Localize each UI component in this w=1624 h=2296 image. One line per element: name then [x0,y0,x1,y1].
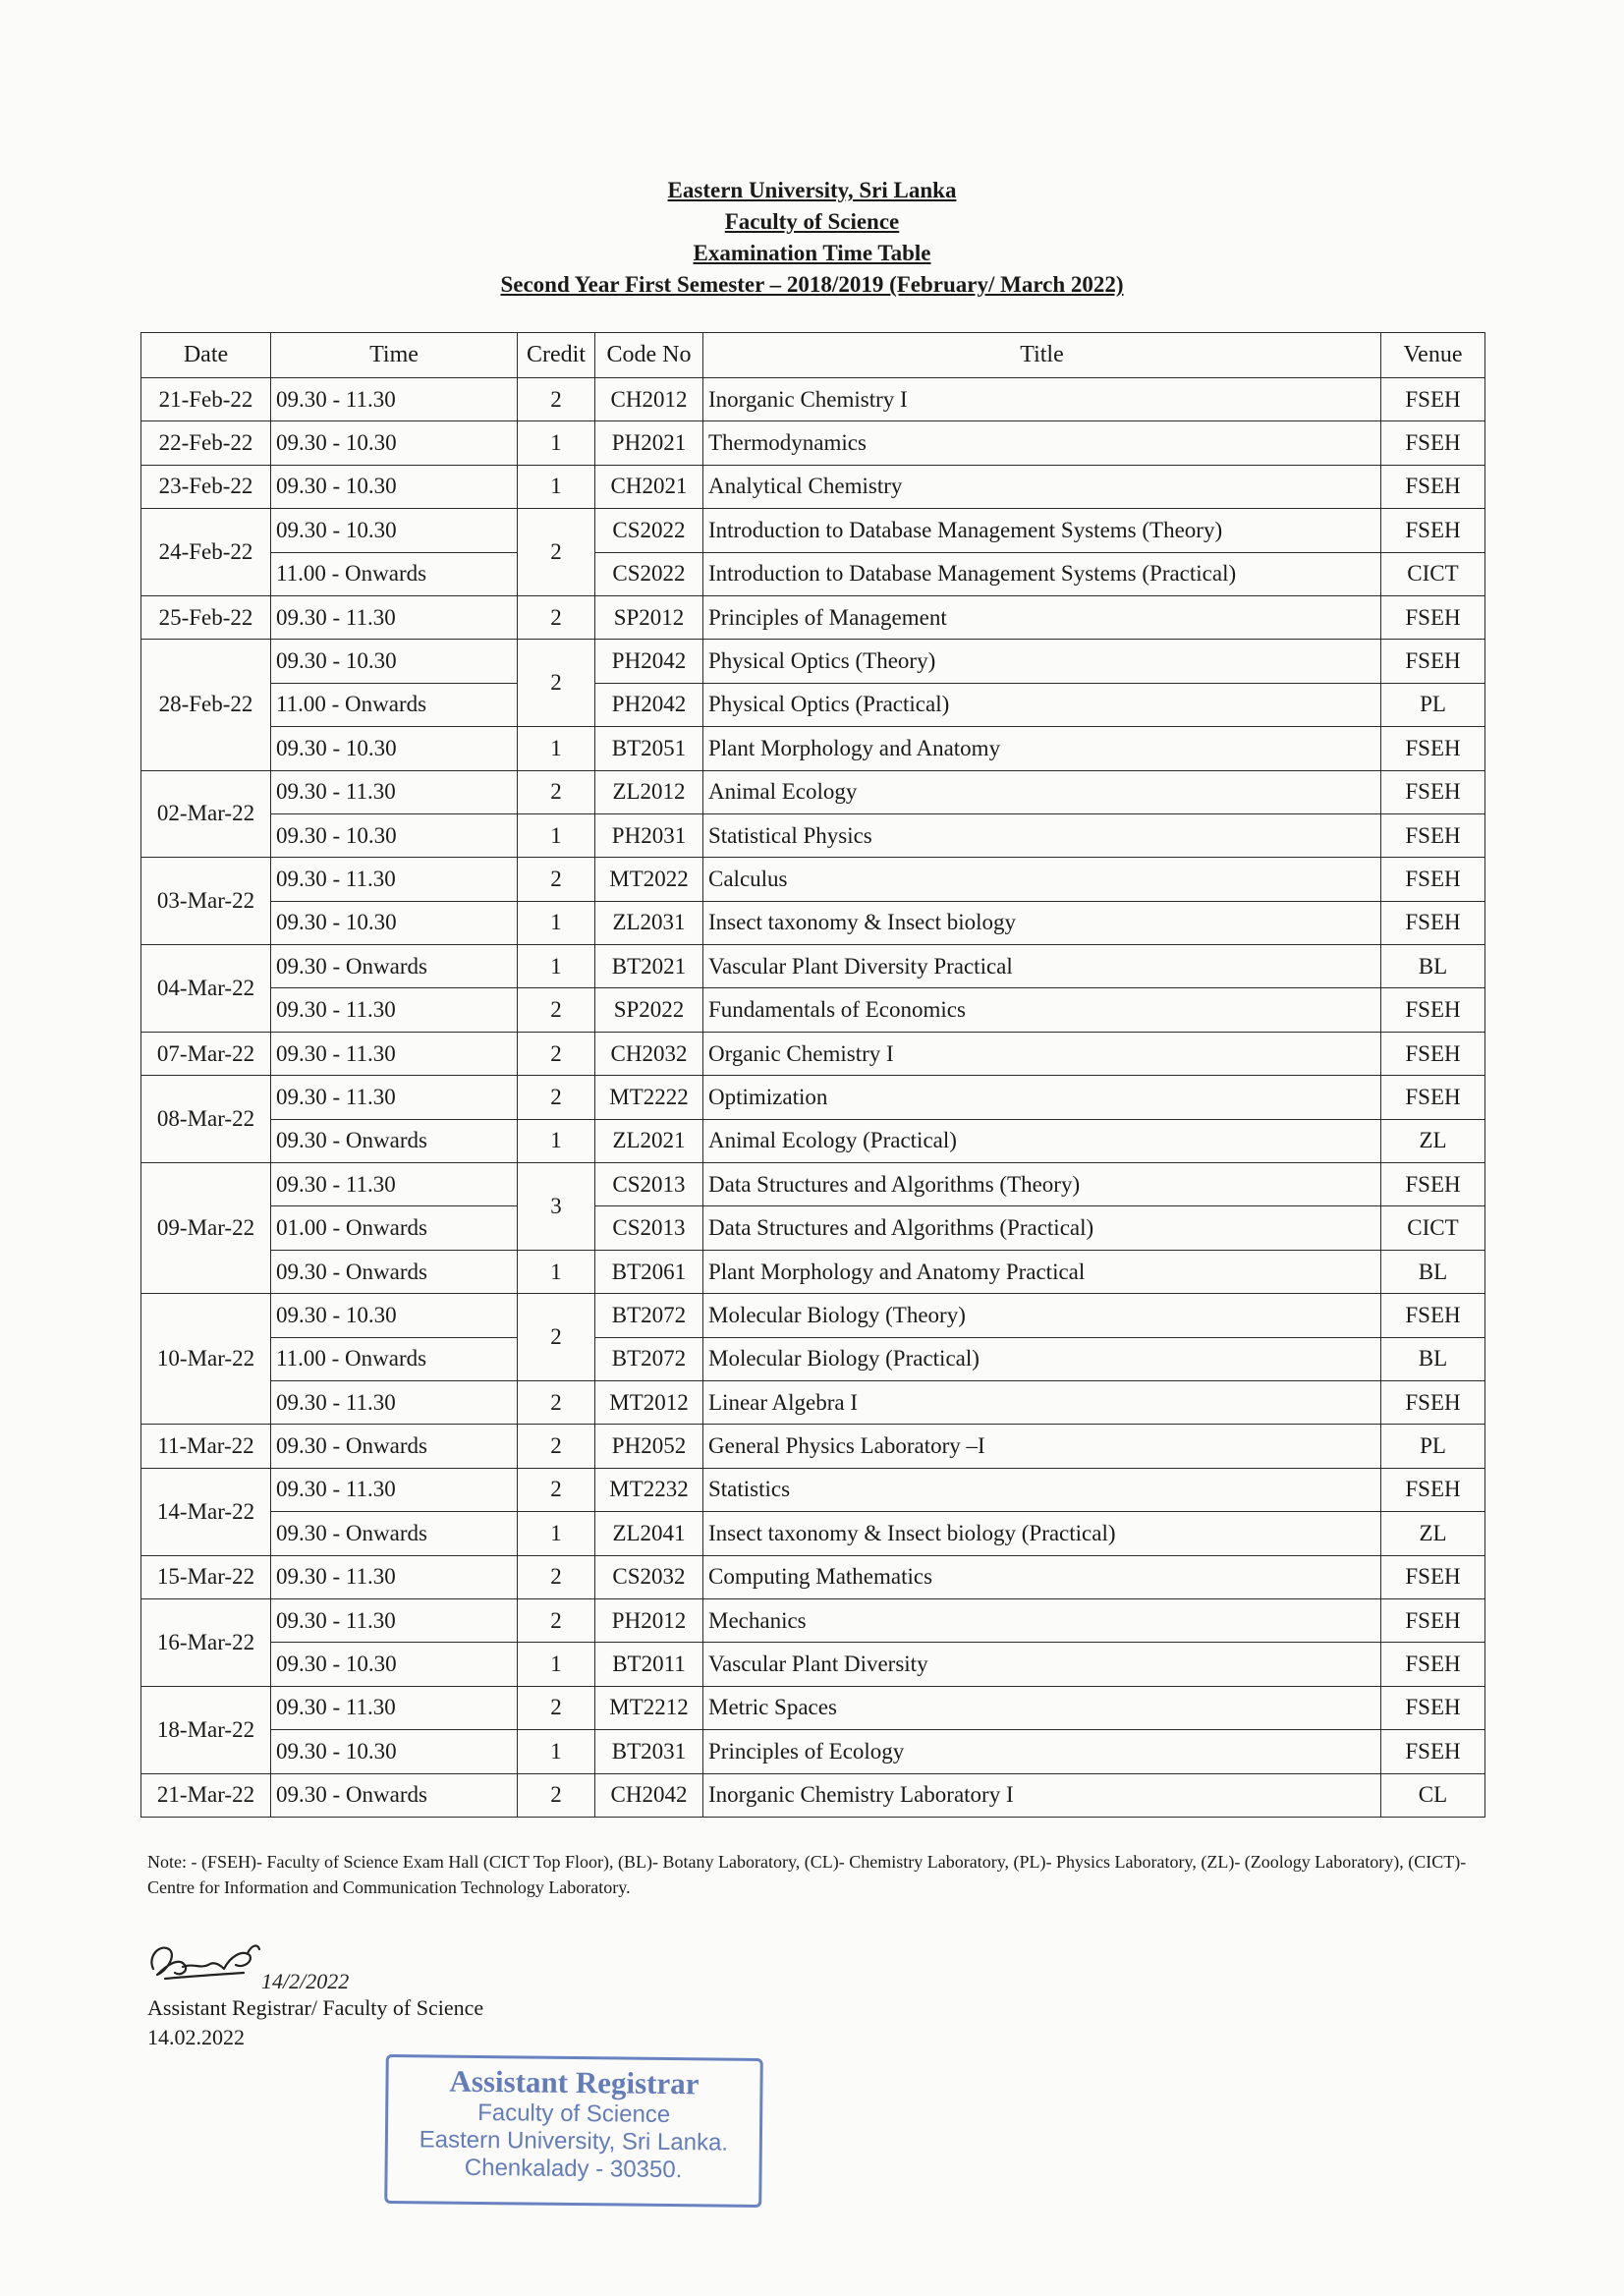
cell-code: MT2022 [595,858,703,901]
cell-venue: FSEH [1381,1686,1485,1729]
table-row [141,813,1485,857]
cell-venue: FSEH [1381,1468,1485,1511]
cell-title: Organic Chemistry I [703,1032,1381,1075]
cell-venue: FSEH [1381,1032,1485,1075]
cell-credit: 1 [518,727,595,770]
cell-date: 14-Mar-22 [141,1468,271,1555]
table-row [141,1686,1485,1729]
cell-venue: FSEH [1381,1643,1485,1686]
university-name: Eastern University, Sri Lanka [667,178,957,202]
cell-title: Computing Mathematics [703,1555,1381,1598]
table-row [141,1512,1485,1555]
cell-venue: FSEH [1381,465,1485,508]
cell-title: Principles of Management [703,595,1381,639]
cell-code: CH2012 [595,378,703,421]
cell-venue: FSEH [1381,378,1485,421]
cell-time: 09.30 - 11.30 [271,1555,518,1598]
cell-time: 09.30 - 11.30 [271,858,518,901]
table-row [141,1206,1485,1250]
cell-credit: 3 [518,1163,595,1251]
signature-date: 14.02.2022 [147,2025,245,2049]
exam-timetable [140,332,1485,1818]
cell-credit: 2 [518,1686,595,1729]
cell-code: BT2021 [595,945,703,988]
table-row [141,858,1485,901]
cell-credit: 2 [518,1032,595,1075]
cell-venue: FSEH [1381,1555,1485,1598]
table-row [141,640,1485,683]
cell-credit: 2 [518,1468,595,1511]
cell-code: SP2012 [595,595,703,639]
cell-credit: 1 [518,465,595,508]
cell-title: Plant Morphology and Anatomy [703,727,1381,770]
cell-code: BT2031 [595,1730,703,1773]
table-row [141,683,1485,726]
table-row [141,1425,1485,1468]
cell-venue: BL [1381,1250,1485,1293]
table-row [141,1380,1485,1424]
table-row [141,1468,1485,1511]
cell-title: Introduction to Database Management Systems (Practical) [703,552,1381,595]
cell-time: 09.30 - 10.30 [271,421,518,465]
cell-venue: FSEH [1381,509,1485,552]
table-row [141,1076,1485,1119]
cell-code: CS2013 [595,1206,703,1250]
cell-venue: FSEH [1381,1076,1485,1119]
cell-credit: 2 [518,509,595,596]
cell-title: Animal Ecology (Practical) [703,1119,1381,1162]
cell-code: PH2021 [595,421,703,465]
cell-time: 11.00 - Onwards [271,1337,518,1380]
cell-credit: 2 [518,988,595,1032]
cell-time: 09.30 - 10.30 [271,1294,518,1337]
cell-time: 09.30 - 11.30 [271,1380,518,1424]
cell-code: CH2042 [595,1773,703,1817]
cell-code: BT2011 [595,1643,703,1686]
cell-credit: 1 [518,945,595,988]
table-row [141,901,1485,944]
semester-line: Second Year First Semester – 2018/2019 (February/ March 2022) [500,272,1124,297]
document-header [0,175,1624,301]
table-row [141,465,1485,508]
cell-time: 09.30 - Onwards [271,1512,518,1555]
cell-title: Metric Spaces [703,1686,1381,1729]
cell-venue: CL [1381,1773,1485,1817]
cell-code: CS2032 [595,1555,703,1598]
cell-code: BT2072 [595,1337,703,1380]
cell-title: Thermodynamics [703,421,1381,465]
cell-credit: 1 [518,1730,595,1773]
cell-code: CH2021 [595,465,703,508]
cell-title: General Physics Laboratory –I [703,1425,1381,1468]
cell-title: Vascular Plant Diversity Practical [703,945,1381,988]
table-row [141,945,1485,988]
handwritten-signature [145,1935,371,1996]
cell-credit: 2 [518,1555,595,1598]
cell-date: 28-Feb-22 [141,640,271,770]
cell-venue: FSEH [1381,1294,1485,1337]
cell-code: MT2212 [595,1686,703,1729]
table-row [141,595,1485,639]
cell-title: Inorganic Chemistry I [703,378,1381,421]
cell-code: PH2042 [595,640,703,683]
cell-time: 11.00 - Onwards [271,552,518,595]
cell-credit: 1 [518,421,595,465]
cell-title: Introduction to Database Management Systems (Theory) [703,509,1381,552]
table-row [141,378,1485,421]
cell-date: 07-Mar-22 [141,1032,271,1075]
stamp-line-1: Assistant Registrar [449,2063,700,2101]
column-header-title: Title [703,333,1381,378]
column-header-code: Code No [595,333,703,378]
cell-time: 09.30 - 11.30 [271,1163,518,1206]
table-row [141,1773,1485,1817]
table-row [141,727,1485,770]
cell-credit: 1 [518,813,595,857]
cell-code: BT2051 [595,727,703,770]
cell-credit: 1 [518,901,595,944]
cell-time: 09.30 - 11.30 [271,1468,518,1511]
cell-title: Principles of Ecology [703,1730,1381,1773]
document-title: Examination Time Table [693,241,931,265]
cell-date: 16-Mar-22 [141,1598,271,1686]
table-row [141,421,1485,465]
cell-venue: FSEH [1381,813,1485,857]
cell-venue: PL [1381,1425,1485,1468]
cell-time: 09.30 - 10.30 [271,727,518,770]
cell-time: 09.30 - 10.30 [271,509,518,552]
table-body [141,378,1485,1818]
cell-time: 01.00 - Onwards [271,1206,518,1250]
cell-credit: 1 [518,1250,595,1293]
cell-date: 11-Mar-22 [141,1425,271,1468]
cell-time: 09.30 - 10.30 [271,901,518,944]
cell-venue: FSEH [1381,1163,1485,1206]
table-row [141,552,1485,595]
cell-code: ZL2012 [595,770,703,813]
cell-code: CH2032 [595,1032,703,1075]
table-row [141,1730,1485,1773]
cell-code: MT2222 [595,1076,703,1119]
cell-title: Analytical Chemistry [703,465,1381,508]
cell-date: 03-Mar-22 [141,858,271,945]
cell-title: Data Structures and Algorithms (Practical) [703,1206,1381,1250]
table-row [141,988,1485,1032]
cell-venue: CICT [1381,552,1485,595]
stamp-line-4: Chenkalady - 30350. [464,2154,683,2184]
cell-venue: BL [1381,945,1485,988]
cell-time: 09.30 - 10.30 [271,1730,518,1773]
cell-title: Molecular Biology (Theory) [703,1294,1381,1337]
table-row [141,509,1485,552]
cell-venue: FSEH [1381,1598,1485,1642]
cell-date: 10-Mar-22 [141,1294,271,1425]
cell-title: Plant Morphology and Anatomy Practical [703,1250,1381,1293]
cell-title: Vascular Plant Diversity [703,1643,1381,1686]
cell-venue: FSEH [1381,901,1485,944]
cell-code: CS2013 [595,1163,703,1206]
cell-title: Insect taxonomy & Insect biology [703,901,1381,944]
cell-time: 09.30 - Onwards [271,1773,518,1817]
cell-venue: FSEH [1381,1380,1485,1424]
cell-credit: 1 [518,1512,595,1555]
cell-venue: ZL [1381,1119,1485,1162]
cell-date: 25-Feb-22 [141,595,271,639]
cell-title: Linear Algebra I [703,1380,1381,1424]
cell-time: 09.30 - Onwards [271,1425,518,1468]
cell-code: PH2042 [595,683,703,726]
cell-time: 09.30 - 11.30 [271,378,518,421]
cell-code: CS2022 [595,552,703,595]
cell-date: 02-Mar-22 [141,770,271,858]
cell-code: BT2072 [595,1294,703,1337]
table-row [141,1032,1485,1075]
cell-date: 21-Feb-22 [141,378,271,421]
stamp-line-2: Faculty of Science [477,2099,671,2129]
cell-time: 09.30 - 11.30 [271,1032,518,1075]
column-header-credit: Credit [518,333,595,378]
cell-code: CS2022 [595,509,703,552]
cell-credit: 2 [518,378,595,421]
cell-date: 22-Feb-22 [141,421,271,465]
table-header-row [141,333,1485,378]
cell-venue: FSEH [1381,770,1485,813]
cell-time: 09.30 - 11.30 [271,988,518,1032]
cell-title: Physical Optics (Practical) [703,683,1381,726]
cell-code: SP2022 [595,988,703,1032]
cell-credit: 1 [518,1119,595,1162]
cell-time: 11.00 - Onwards [271,683,518,726]
cell-title: Molecular Biology (Practical) [703,1337,1381,1380]
cell-credit: 2 [518,770,595,813]
venue-note: Note: - (FSEH)- Faculty of Science Exam Hall (CICT Top Floor), (BL)- Botany Laboratory, (CL)- Chemistry Laboratory, (PL)- Physics Laboratory, (ZL)- (Zoology Laboratory), (CICT)- Centre for Information and Communication Technology Laboratory. [147,1852,1467,1897]
cell-code: PH2052 [595,1425,703,1468]
cell-time: 09.30 - 10.30 [271,1643,518,1686]
cell-title: Optimization [703,1076,1381,1119]
cell-credit: 2 [518,595,595,639]
cell-credit: 2 [518,1425,595,1468]
official-stamp [384,2054,763,2208]
cell-time: 09.30 - Onwards [271,945,518,988]
cell-title: Animal Ecology [703,770,1381,813]
table-row [141,1555,1485,1598]
cell-time: 09.30 - 11.30 [271,1076,518,1119]
table-row [141,1294,1485,1337]
cell-code: MT2232 [595,1468,703,1511]
cell-date: 21-Mar-22 [141,1773,271,1817]
cell-code: ZL2031 [595,901,703,944]
cell-title: Physical Optics (Theory) [703,640,1381,683]
table-row [141,1163,1485,1206]
faculty-name: Faculty of Science [724,209,900,234]
cell-venue: FSEH [1381,640,1485,683]
cell-time: 09.30 - 11.30 [271,1686,518,1729]
cell-code: ZL2021 [595,1119,703,1162]
cell-date: 24-Feb-22 [141,509,271,596]
cell-title: Fundamentals of Economics [703,988,1381,1032]
cell-credit: 2 [518,1773,595,1817]
cell-venue: FSEH [1381,727,1485,770]
cell-venue: FSEH [1381,1730,1485,1773]
cell-venue: FSEH [1381,421,1485,465]
cell-credit: 2 [518,858,595,901]
cell-time: 09.30 - 11.30 [271,770,518,813]
table-row [141,1119,1485,1162]
table-row [141,1337,1485,1380]
table-row [141,1598,1485,1642]
cell-title: Calculus [703,858,1381,901]
cell-credit: 2 [518,1380,595,1424]
cell-code: MT2012 [595,1380,703,1424]
table-row [141,770,1485,813]
cell-date: 04-Mar-22 [141,945,271,1033]
stamp-line-3: Eastern University, Sri Lanka. [419,2126,729,2156]
cell-date: 15-Mar-22 [141,1555,271,1598]
table-row [141,1643,1485,1686]
cell-time: 09.30 - 11.30 [271,1598,518,1642]
cell-credit: 2 [518,1598,595,1642]
cell-title: Inorganic Chemistry Laboratory I [703,1773,1381,1817]
signatory-role: Assistant Registrar/ Faculty of Science [147,1995,484,2020]
cell-title: Statistics [703,1468,1381,1511]
cell-credit: 2 [518,1076,595,1119]
cell-credit: 2 [518,1294,595,1381]
svg-text:14/2/2022: 14/2/2022 [261,1969,350,1993]
cell-time: 09.30 - 10.30 [271,640,518,683]
cell-venue: FSEH [1381,858,1485,901]
cell-title: Mechanics [703,1598,1381,1642]
cell-date: 18-Mar-22 [141,1686,271,1773]
cell-title: Statistical Physics [703,813,1381,857]
cell-time: 09.30 - Onwards [271,1119,518,1162]
cell-time: 09.30 - 11.30 [271,595,518,639]
cell-time: 09.30 - 10.30 [271,813,518,857]
cell-code: BT2061 [595,1250,703,1293]
column-header-date: Date [141,333,271,378]
cell-title: Data Structures and Algorithms (Theory) [703,1163,1381,1206]
cell-venue: CICT [1381,1206,1485,1250]
cell-venue: BL [1381,1337,1485,1380]
cell-date: 08-Mar-22 [141,1076,271,1163]
cell-credit: 2 [518,640,595,727]
cell-time: 09.30 - 10.30 [271,465,518,508]
table-row [141,1250,1485,1293]
cell-venue: PL [1381,683,1485,726]
cell-venue: FSEH [1381,988,1485,1032]
column-header-venue: Venue [1381,333,1485,378]
cell-venue: ZL [1381,1512,1485,1555]
cell-date: 23-Feb-22 [141,465,271,508]
cell-code: ZL2041 [595,1512,703,1555]
cell-code: PH2012 [595,1598,703,1642]
cell-date: 09-Mar-22 [141,1163,271,1294]
cell-code: PH2031 [595,813,703,857]
column-header-time: Time [271,333,518,378]
cell-title: Insect taxonomy & Insect biology (Practical) [703,1512,1381,1555]
cell-venue: FSEH [1381,595,1485,639]
cell-time: 09.30 - Onwards [271,1250,518,1293]
cell-credit: 1 [518,1643,595,1686]
